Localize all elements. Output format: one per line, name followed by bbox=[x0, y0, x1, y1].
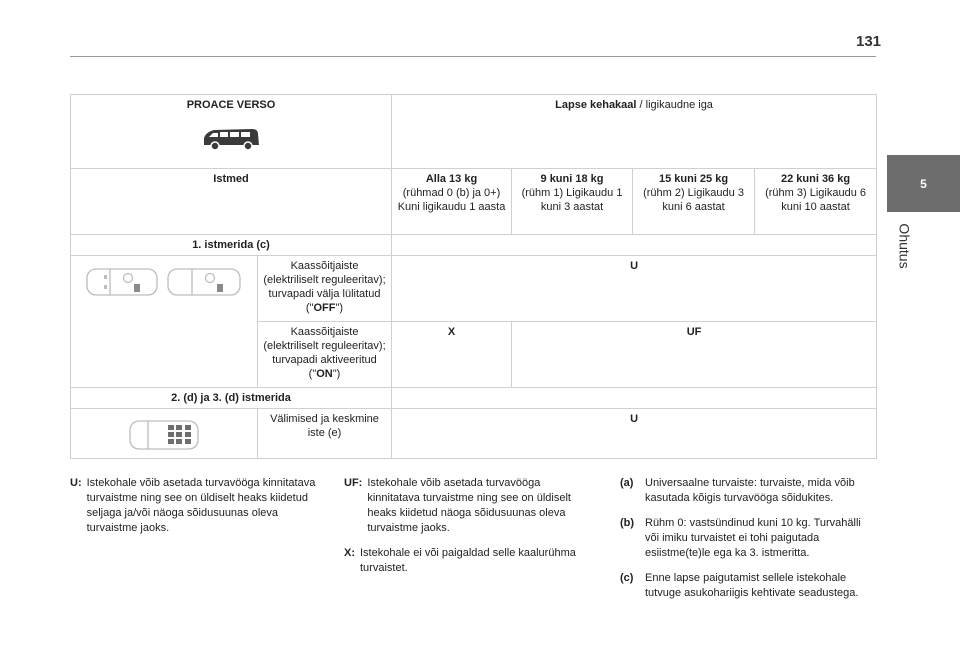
row2-section: 2. (d) ja 3. (d) istmerida bbox=[71, 388, 392, 409]
note-c: (c) Enne lapse paigutamist sellele istekohale tutvuge asukohariigis kehtivate seadustega. bbox=[620, 572, 859, 599]
row1-section: 1. istmerida (c) bbox=[71, 235, 392, 256]
note-a: (a) Universaalne turvaiste: turvaiste, mida võib kasutada kõigis turvavööga sõidukites. bbox=[620, 477, 855, 504]
outer-center-seats: Välimised ja keskmine iste (e) bbox=[258, 409, 392, 459]
airbag-on-value-group0: X bbox=[392, 322, 512, 388]
note-x: X: Istekohale ei või paigaldad selle kaalurühma turvaistet. bbox=[344, 547, 576, 574]
seats-label: Istmed bbox=[71, 169, 392, 235]
weight-header bbox=[392, 95, 877, 169]
notes-col-1 bbox=[70, 476, 320, 546]
model-cell bbox=[71, 95, 392, 169]
front-seat-diagram-cell bbox=[71, 256, 258, 388]
off-label: OFF bbox=[313, 302, 336, 314]
passenger-seat-airbag-on: Kaassõitjaiste (elektriliselt reguleeritav); turvapadi aktiveeritud ("ON") bbox=[258, 322, 392, 388]
note-uf: UF: Istekohale võib asetada turvavööga kinnitatava turvaistme ning see on üldiselt heaks kiidetud näoga sõidusuunas oleva turvaistme jaoks. bbox=[344, 477, 571, 534]
note-u: U: Istekohale võib asetada turvavööga kinnitatava turvaistme ning see on üldiselt heaks kiidetud seljaga ja/või näoga sõidusuunas oleva turvaistme jaoks. bbox=[70, 477, 316, 534]
chapter-label bbox=[888, 220, 918, 280]
weight-header-rest: / ligikaudne iga bbox=[636, 99, 713, 111]
front-seat-diagram-icon bbox=[84, 265, 244, 299]
model-name: PROACE VERSO bbox=[186, 99, 276, 111]
page-number: 131 bbox=[856, 33, 882, 50]
row1-section-empty bbox=[392, 235, 877, 256]
passenger-seat-airbag-off: Kaassõitjaiste (elektriliselt reguleeritav); turvapadi välja lülitatud ("OFF") bbox=[258, 256, 392, 322]
rear-seat-diagram-cell bbox=[71, 409, 258, 459]
header-rule bbox=[70, 56, 876, 57]
chapter-number: 5 bbox=[920, 176, 927, 191]
chapter-tab[interactable] bbox=[887, 155, 960, 212]
airbag-on-value-rest: UF bbox=[512, 322, 877, 388]
group-3: 22 kuni 36 kg (rühm 3) Ligikaudu 6 kuni 10 aastat bbox=[755, 169, 877, 235]
weight-header-bold: Lapse kehakaal bbox=[555, 99, 637, 111]
van-icon bbox=[200, 126, 262, 152]
outer-seats-value: U bbox=[392, 409, 877, 459]
airbag-off-value: U bbox=[392, 256, 877, 322]
rear-seat-diagram-icon bbox=[128, 418, 200, 452]
on-label: ON bbox=[316, 368, 333, 380]
row2-section-empty bbox=[392, 388, 877, 409]
child-seat-compatibility-table bbox=[70, 94, 877, 459]
chapter-title: Ohutus bbox=[896, 223, 913, 269]
note-b: (b) Rühm 0: vastsündinud kuni 10 kg. Turvahälli või imiku turvaistet ei tohi paigutada esiistme(te)le ega ka 3. istmeritta. bbox=[620, 517, 861, 559]
group-0: Alla 13 kg (rühmad 0 (b) ja 0+) Kuni ligikaudu 1 aasta bbox=[392, 169, 512, 235]
notes-col-3 bbox=[620, 476, 876, 611]
notes-col-2 bbox=[344, 476, 594, 586]
group-2: 15 kuni 25 kg (rühm 2) Ligikaudu 3 kuni 6 aastat bbox=[633, 169, 755, 235]
group-1: 9 kuni 18 kg (rühm 1) Ligikaudu 1 kuni 3 aastat bbox=[512, 169, 633, 235]
